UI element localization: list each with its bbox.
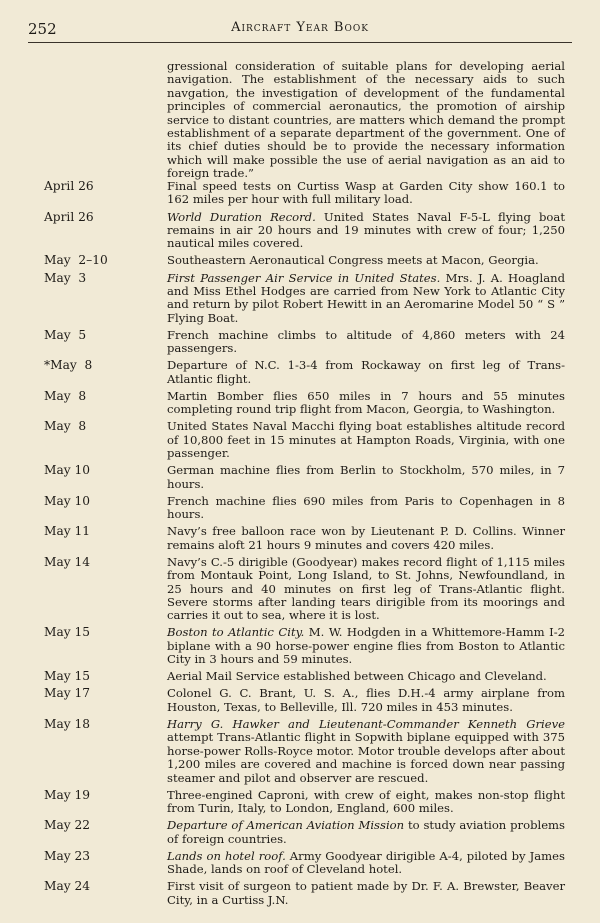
entry-date: May 23 [44, 848, 91, 863]
chronology-entry [0, 880, 600, 907]
chronology-entry [0, 789, 600, 816]
entry-body: Navy’s C.-5 dirigible (Goodyear) makes record flight of 1,115 miles from Montauk Point, Long Island, to St. Johns, Newfoundland, in 25 hours and 40 minutes on first leg of Trans-Atlantic flight. Severe storms after landing tears dirigible from its moorings and carries it out to sea, where it is lost. [167, 554, 565, 623]
chronology-entry [0, 850, 600, 877]
entry-body: Final speed tests on Curtiss Wasp at Garden City show 160.1 to 162 miles per hour with full military load. [167, 179, 565, 207]
entry-body: attempt Trans-Atlantic flight in Sopwith biplane equipped with 375 horse-power Rolls-Royce motor. Motor trouble develops after about 1,200 miles are covered and machine is forced down near passing steamer and pilot and observer are rescued. [167, 730, 565, 785]
chronology-entry [0, 819, 600, 846]
entry-italic-heading: World Duration Record. [167, 209, 316, 224]
chronology-entry [0, 420, 600, 460]
entry-italic-heading: Boston to Atlantic City. [167, 625, 305, 640]
chronology-entry [0, 670, 600, 683]
chronology-entry [0, 626, 600, 666]
entry-italic-heading: Lands on hotel roof. [167, 848, 286, 863]
entry-date: May 5 [44, 327, 87, 342]
entry-text [167, 180, 565, 207]
entry-text [167, 687, 565, 714]
entry-date: May 15 [44, 625, 91, 640]
entry-text [167, 211, 565, 251]
entry-text [167, 556, 565, 623]
entry-italic-heading: Departure of American Aviation Mission [167, 818, 405, 833]
entry-date: May 11 [44, 524, 91, 539]
entry-text [167, 850, 565, 877]
entry-text [167, 819, 565, 846]
entry-body: Army Goodyear dirigible A-4, piloted by James Shade, lands on roof of Cleveland hotel. [167, 848, 565, 877]
entry-date: May 8 [44, 419, 87, 434]
entry-text [167, 390, 565, 417]
entry-date: May 15 [44, 669, 91, 684]
entry-date: May 22 [44, 818, 91, 833]
entry-text [167, 272, 565, 326]
entry-italic-heading: Harry G. Hawker and Lieutenant-Commander Kenneth Grieve [167, 716, 565, 731]
entry-body: M. W. Hodgden in a Whittemore-Hamm I-2 biplane with a 90 horse-power engine flies from Boston to Atlantic City in 3 hours and 59 minutes. [167, 625, 565, 667]
chronology-entry [0, 211, 600, 251]
entry-date: *May 8 [44, 358, 93, 373]
entry-text [167, 254, 565, 267]
entry-text [167, 329, 565, 356]
entry-text [167, 525, 565, 552]
running-title: Aircraft Year Book [231, 20, 369, 35]
entry-date: May 24 [44, 879, 91, 894]
lead-paragraph: gressional consideration of suitable plans for developing aerial navigation. The establishment of the necessary aids to such navgation, the investigation of development of the fundamental principles of commercial aeronautics, the promotion of airship service to distant countries, are matters which demand the prompt establishment of a separate department of the government. One of its chief duties should be to provide the necessary information which will make possible the use of aerial navigation as an aid to foreign trade.” [167, 59, 565, 181]
chronology-entry [0, 687, 600, 714]
entry-body: German machine flies from Berlin to Stockholm, 570 miles, in 7 hours. [167, 463, 565, 491]
entry-text [167, 464, 565, 491]
chronology-entry [0, 464, 600, 491]
chronology-entry [0, 359, 600, 386]
entry-date: May 17 [44, 686, 91, 701]
chronology-entry [0, 525, 600, 552]
entry-body: Martin Bomber flies 650 miles in 7 hours and 55 minutes completing round trip flight from Macon, Georgia, to Washington. [167, 388, 565, 417]
entry-italic-heading: First Passenger Air Service in United States. [167, 270, 441, 285]
entry-date: May 2–10 [44, 253, 108, 268]
chronology-entry [0, 495, 600, 522]
entry-text [167, 626, 565, 666]
entry-text [167, 718, 565, 785]
entry-body: Mrs. J. A. Hoagland and Miss Ethel Hodges are carried from New York to Atlantic City and return by pilot Robert Hewitt in an Aeromarine Model 50 “ S ” Flying Boat. [167, 270, 565, 325]
entry-date: May 10 [44, 493, 91, 508]
chronology-entry [0, 180, 600, 207]
entry-text [167, 670, 565, 683]
entry-text [167, 495, 565, 522]
entry-body: Departure of N.C. 1-3-4 from Rockaway on first leg of Trans-Atlantic flight. [167, 358, 565, 386]
entry-date: May 8 [44, 388, 87, 403]
entry-text [167, 789, 565, 816]
entry-body: First visit of surgeon to patient made by Dr. F. A. Brewster, Beaver City, in a Curtiss J.N. [167, 879, 565, 907]
entry-date: May 10 [44, 463, 91, 478]
entry-body: Colonel G. C. Brant, U. S. A., flies D.H.-4 army airplane from Houston, Texas, to Belleville, Ill. 720 miles in 453 minutes. [167, 686, 565, 714]
entry-body: French machine climbs to altitude of 4,860 meters with 24 passengers. [167, 327, 565, 356]
entry-text [167, 359, 565, 386]
entry-date: May 18 [44, 716, 91, 731]
entry-body: French machine flies 690 miles from Paris to Copenhagen in 8 hours. [167, 493, 565, 522]
chronology-entry [0, 254, 600, 267]
entry-body: United States Naval F-5-L flying boat remains in air 20 hours and 19 minutes with crew of four; 1,250 nautical miles covered. [167, 209, 565, 251]
entry-date: May 14 [44, 554, 91, 569]
entry-body: Three-engined Caproni, with crew of eight, makes non-stop flight from Turin, Italy, to London, England, 600 miles. [167, 787, 565, 816]
entry-body: United States Naval Macchi flying boat establishes altitude record of 10,800 feet in 15 minutes at Hampton Roads, Virginia, with one passenger. [167, 419, 565, 461]
chronology-entry [0, 556, 600, 623]
page-header [28, 18, 572, 43]
entry-date: April 26 [44, 209, 94, 224]
chronology-entry [0, 390, 600, 417]
entry-text [167, 880, 565, 907]
entry-text [167, 420, 565, 460]
entry-body: to study aviation problems of foreign countries. [167, 818, 565, 846]
entry-body: Navy’s free balloon race won by Lieutenant P. D. Collins. Winner remains aloft 21 hours 9 minutes and covers 420 miles. [167, 524, 565, 552]
entry-body: Southeastern Aeronautical Congress meets at Macon, Georgia. [167, 253, 539, 268]
chronology-entry [0, 718, 600, 785]
entry-body: Aerial Mail Service established between Chicago and Cleveland. [167, 669, 547, 684]
entry-date: May 19 [44, 787, 91, 802]
page-number: 252 [28, 20, 57, 38]
entry-date: April 26 [44, 179, 94, 193]
chronology-list [0, 180, 600, 911]
chronology-entry [0, 272, 600, 326]
chronology-entry [0, 329, 600, 356]
entry-date: May 3 [44, 270, 87, 285]
